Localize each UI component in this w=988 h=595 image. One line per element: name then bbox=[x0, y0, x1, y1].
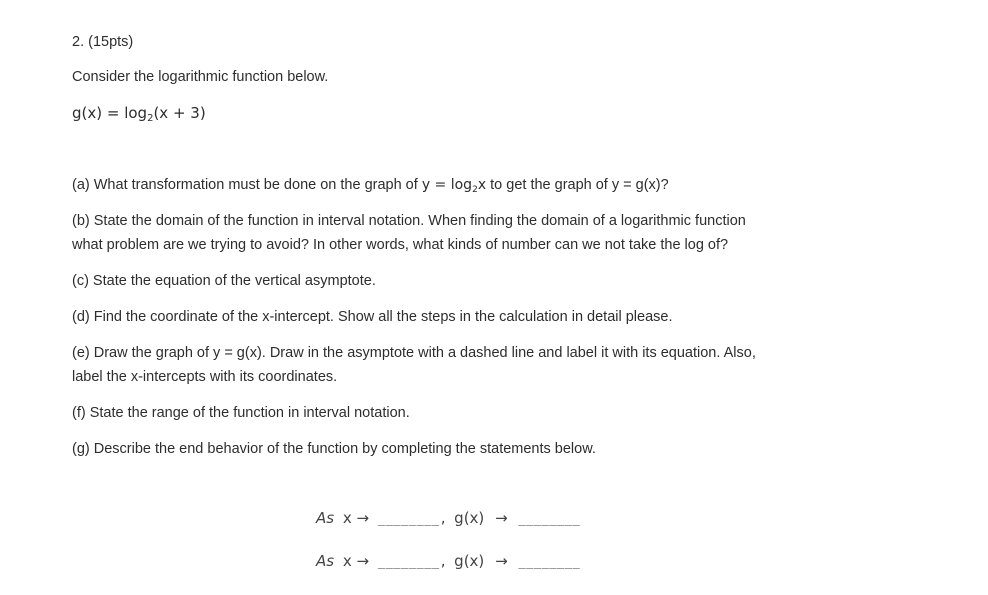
gx-label: g(x) bbox=[454, 552, 485, 570]
blank-x-value[interactable]: ________, bbox=[377, 512, 448, 526]
function-definition bbox=[72, 104, 206, 124]
intro-text: Consider the logarithmic function below. bbox=[72, 69, 329, 85]
gx-label: g(x) bbox=[454, 509, 485, 527]
function-arg: (x + 3) bbox=[153, 104, 206, 122]
part-a-prefix: (a) What transformation must be done on the graph of bbox=[72, 177, 422, 193]
blank-gx-value[interactable]: ________ bbox=[518, 555, 581, 569]
end-behavior-row-1 bbox=[316, 509, 580, 527]
x-arrow: x → bbox=[342, 552, 370, 570]
part-f: (f) State the range of the function in interval notation. bbox=[72, 405, 410, 421]
as-label: As bbox=[316, 552, 335, 570]
part-a-math: $y = \log_2x$ bbox=[421, 177, 487, 195]
x-arrow: x → bbox=[342, 509, 370, 527]
function-lhs: g(x) = log bbox=[72, 104, 148, 122]
as-label: As bbox=[316, 509, 335, 527]
part-c: (c) State the equation of the vertical asymptote. bbox=[72, 273, 376, 289]
arrow-icon: → bbox=[495, 552, 508, 570]
part-b-line1: (b) State the domain of the function in interval notation. When finding the domain of a logarithmic function bbox=[72, 213, 746, 229]
end-behavior-row-2 bbox=[316, 552, 580, 570]
blank-gx-value[interactable]: ________ bbox=[518, 512, 581, 526]
arrow-icon: → bbox=[495, 509, 508, 527]
function-base: 2 bbox=[147, 113, 154, 124]
part-e-line1: (e) Draw the graph of y = g(x). Draw in the asymptote with a dashed line and label it with its equation. Also, bbox=[72, 345, 756, 361]
question-number: 2. (15pts) bbox=[72, 34, 134, 50]
blank-x-value[interactable]: ________, bbox=[377, 555, 448, 569]
part-a bbox=[72, 177, 669, 195]
part-b-line2: what problem are we trying to avoid? In other words, what kinds of number can we not take the log of? bbox=[72, 237, 729, 253]
part-e-line2: label the x-intercepts with its coordinates. bbox=[72, 369, 338, 385]
part-g: (g) Describe the end behavior of the function by completing the statements below. bbox=[72, 441, 596, 457]
part-a-suffix: to get the graph of y = g(x)? bbox=[486, 177, 669, 193]
part-d: (d) Find the coordinate of the x-intercept. Show all the steps in the calculation in detail please. bbox=[72, 309, 673, 325]
